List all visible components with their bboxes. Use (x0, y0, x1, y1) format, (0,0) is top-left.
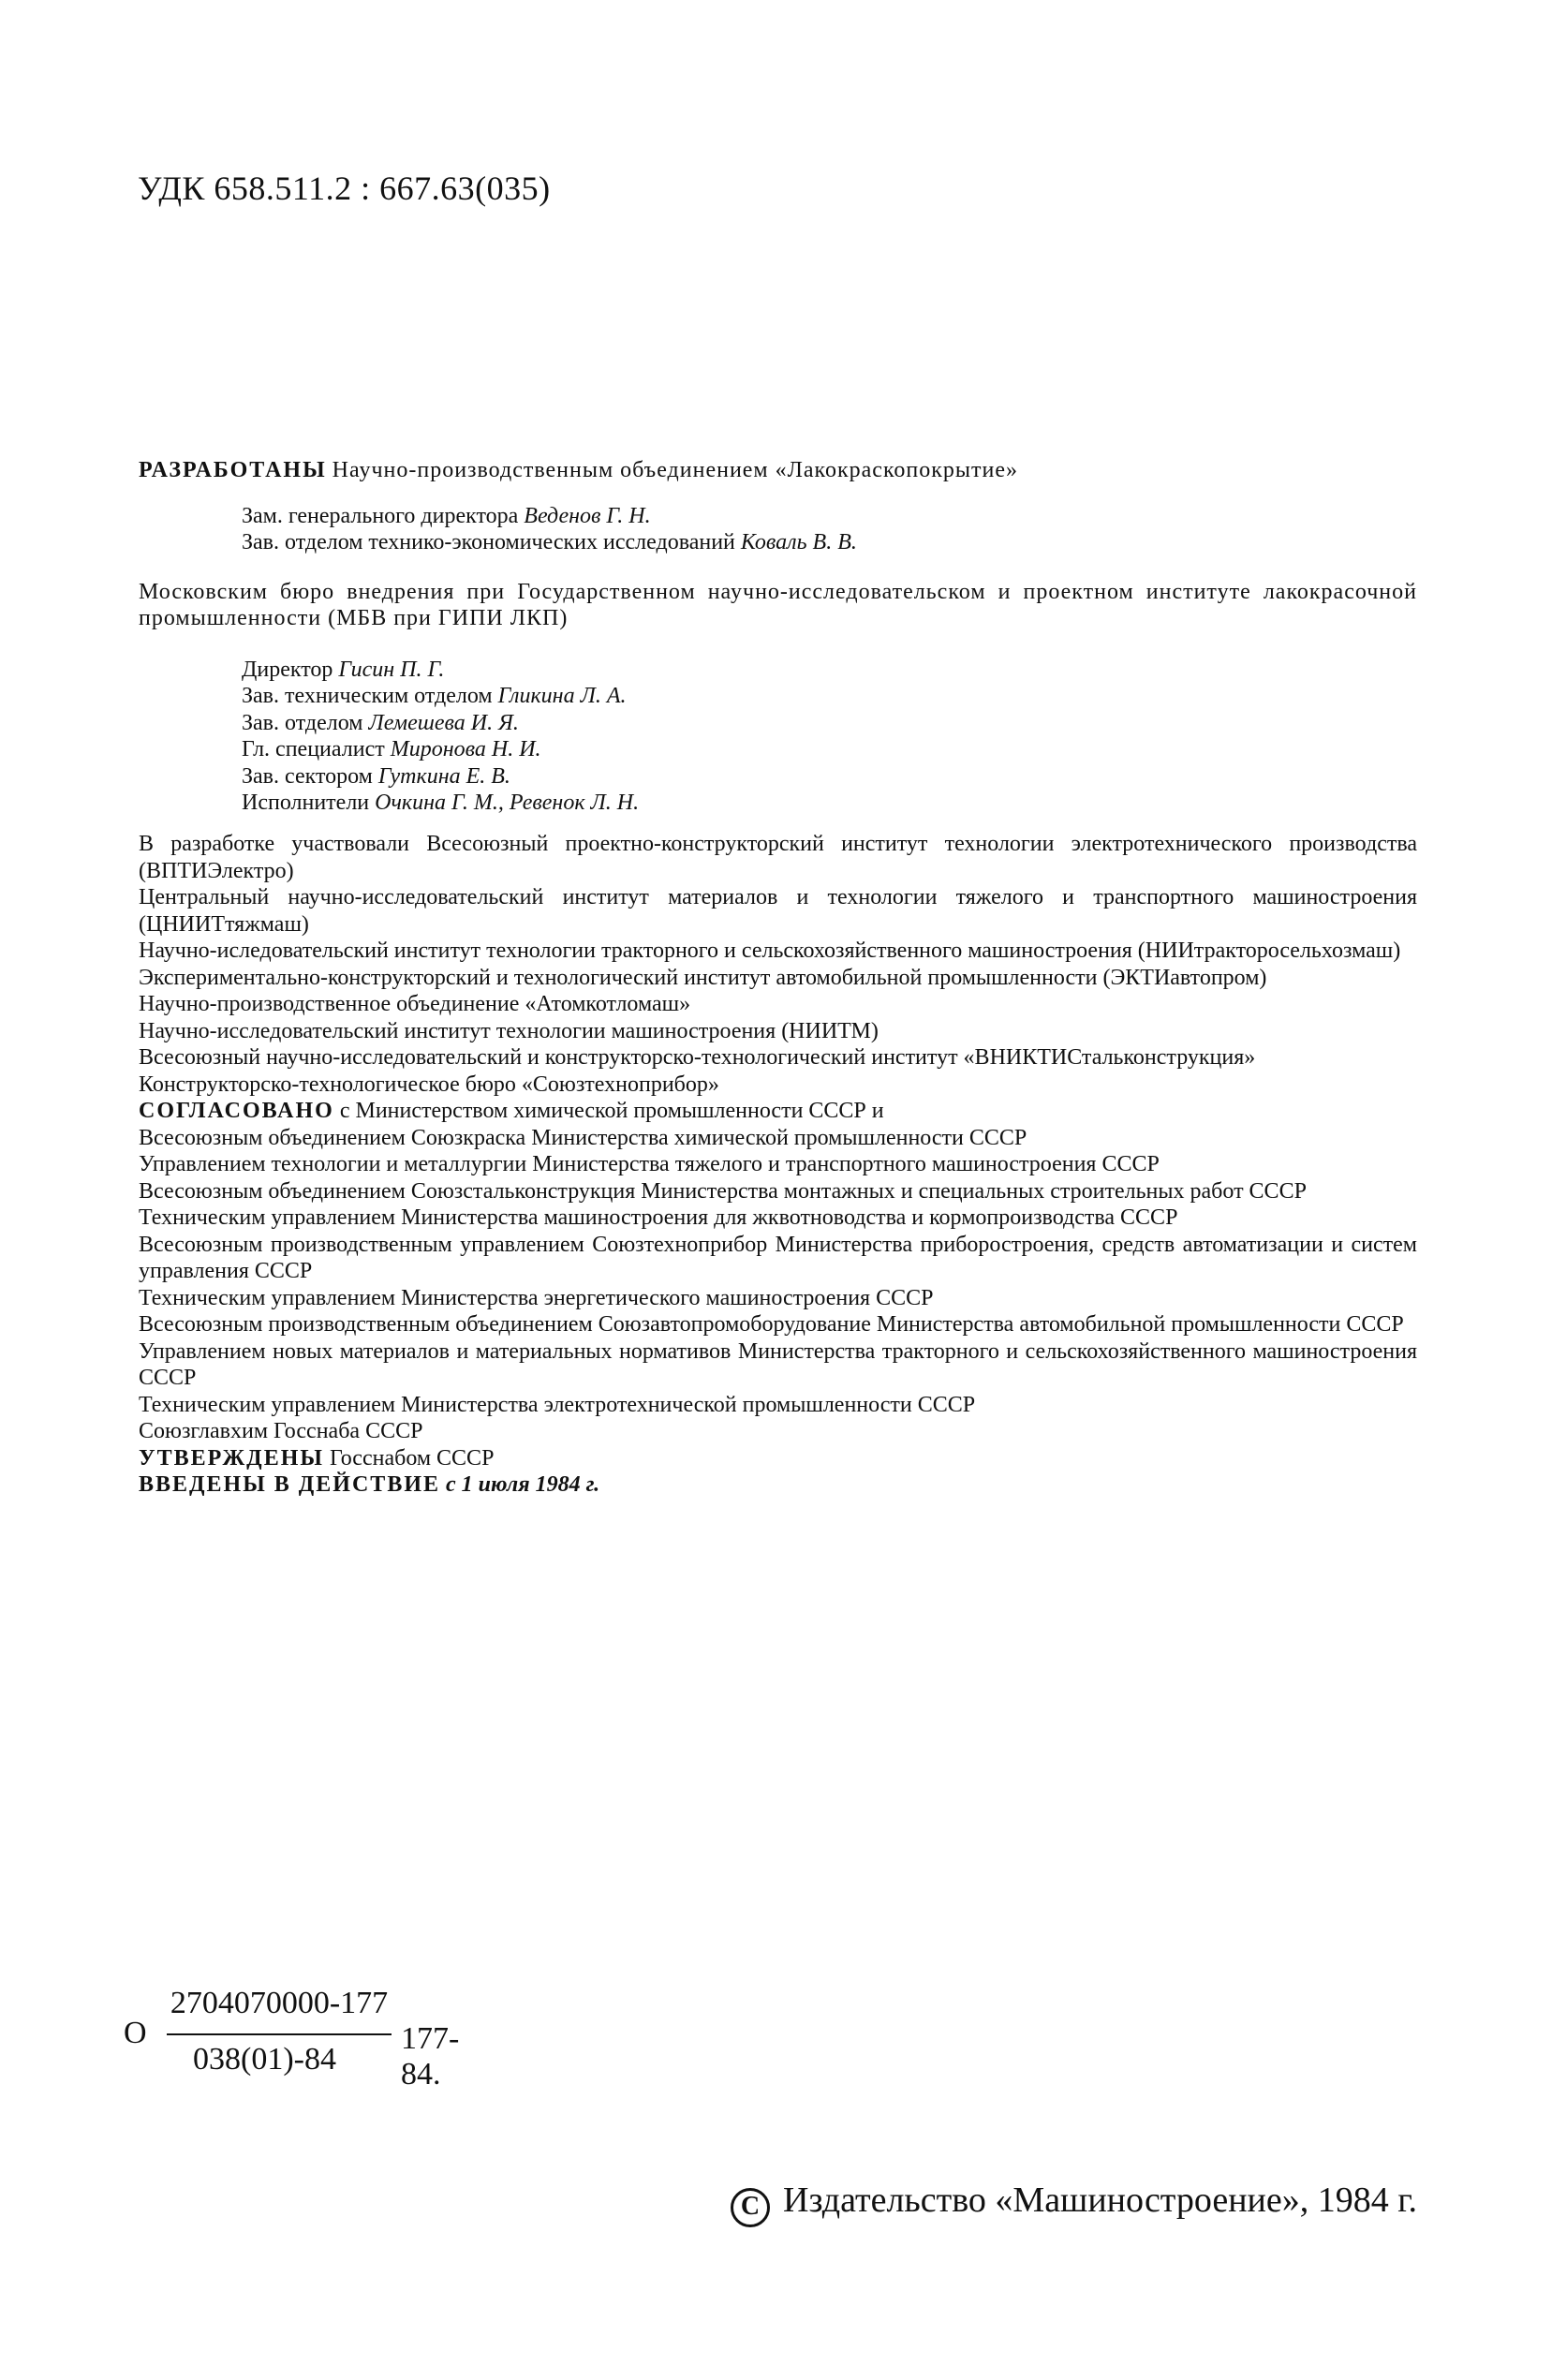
participant-item: В разработке участвовали Всесоюзный проектно-конструкторский институт технологии электротехнического производства (ВПТИЭлектро) (139, 832, 1417, 883)
person-line (242, 790, 1417, 817)
introduced-line (139, 1471, 1417, 1499)
approved-line (139, 1098, 1417, 1125)
person-line (242, 683, 1417, 710)
person-name: Веденов Г. Н. (524, 503, 651, 528)
participant-item: Центральный научно-исследовательский институт материалов и технологии тяжелого и транспортного машиностроения (ЦНИИТтяжмаш) (139, 885, 1417, 937)
index-suffix: 177-84. (401, 2021, 460, 2092)
participant-item: Экспериментально-конструкторский и технологический институт автомобильной промышленности (ЭКТИавтопром) (139, 965, 1267, 990)
person-name: Гликина Л. А. (497, 684, 627, 708)
person-role: Зав. сектором (242, 763, 373, 789)
participant-item: Научно-иследовательский институт технологии тракторного и сельскохозяйственного машиностроения (НИИтракторосельхозмаш) (139, 939, 1401, 963)
participants-section (139, 831, 1417, 1499)
person-role: Зав. техническим отделом (242, 684, 493, 708)
person-line (242, 657, 1417, 684)
participant-item: Научно-производственное объединение «Атомкотломаш» (139, 992, 691, 1016)
participant-item: Всесоюзный научно-исследовательский и конструкторско-технологический институт «ВНИКТИСтальконструкция» (139, 1045, 1256, 1070)
approved-item: Всесоюзным объединением Союзкраска Министерства химической промышленности СССР (139, 1125, 1027, 1150)
approved-item: Техническим управлением Министерства электротехнической промышленности СССР (139, 1392, 976, 1417)
copyright-text: Издательство «Машиностроение», 1984 г. (783, 2180, 1418, 2220)
person-name: Гуткина Е. В. (377, 763, 510, 789)
developer-org-2-people (139, 657, 1417, 817)
developed-label: РАЗРАБОТАНЫ (139, 458, 327, 482)
developer-org-1-people (139, 503, 1417, 556)
person-role: Директор (242, 657, 333, 682)
index-numerator: 2704070000-177 (170, 1986, 389, 2020)
introduced-label: ВВЕДЕНЫ В ДЕЙСТВИЕ (139, 1472, 440, 1497)
confirmed-text: Госснабом СССР (329, 1445, 495, 1471)
copyright-icon: С (731, 2188, 770, 2227)
confirmed-label: УТВЕРЖДЕНЫ (139, 1445, 324, 1471)
person-role: Исполнители (242, 791, 370, 815)
person-name: Коваль В. В. (740, 530, 857, 554)
person-line (242, 529, 1417, 556)
person-name: Очкина Г. М., Ревенок Л. Н. (375, 791, 640, 815)
approved-item: Всесоюзным производственным объединением Союзавтопромоборудование Министерства автомобильной промышленности СССР (139, 1312, 1404, 1337)
person-name: Миронова Н. И. (390, 737, 541, 761)
developer-org-2: Московским бюро внедрения при Государственном научно-исследовательском и проектном институте лакокрасочной промышленности (МБВ при ГИПИ ЛКП) (139, 579, 1417, 630)
person-role: Зав. отделом (242, 710, 363, 735)
person-role: Зав. отделом технико-экономических исследований (242, 530, 735, 554)
person-line (242, 763, 1417, 791)
confirmed-line (139, 1445, 1417, 1472)
person-line (242, 710, 1417, 737)
index-prefix: О (124, 2016, 147, 2050)
developers-section (139, 457, 1417, 817)
participant-item: Конструкторско-технологическое бюро «Союзтехноприбор» (139, 1072, 719, 1097)
developer-org-1-text: Научно-производственным объединением «Лакокраскопокрытие» (332, 458, 1019, 482)
person-name: Лемешева И. Я. (368, 710, 519, 735)
fraction-bar (167, 2033, 392, 2035)
participant-item: Научно-исследовательский институт технологии машиностроения (НИИТМ) (139, 1018, 879, 1043)
approved-item: Всесоюзным производственным управлением Союзтехноприбор Министерства приборостроения, средств автоматизации и систем управления СССР (139, 1232, 1417, 1283)
introduced-date: с 1 июля 1984 г. (446, 1472, 600, 1497)
approved-label: СОГЛАСОВАНО (139, 1099, 334, 1123)
udk-code: УДК 658.511.2 : 667.63(035) (138, 170, 551, 207)
approved-item: Союзглавхим Госснаба СССР (139, 1419, 423, 1443)
approved-item: Всесоюзным объединением Союзстальконструкция Министерства монтажных и специальных строительных работ СССР (139, 1178, 1307, 1204)
developer-org-1 (139, 457, 1417, 484)
approved-item: Техническим управлением Министерства машиностроения для жквотноводства и кормопроизводства СССР (139, 1205, 1178, 1230)
person-role: Зам. генерального директора (242, 503, 519, 528)
person-line (242, 503, 1417, 530)
approved-item: Управлением новых материалов и материальных нормативов Министерства тракторного и сельскохозяйственного машиностроения СССР (139, 1338, 1417, 1390)
person-line (242, 736, 1417, 763)
approved-first: с Министерством химической промышленности СССР и (339, 1099, 884, 1123)
approved-item: Техническим управлением Министерства энергетического машиностроения СССР (139, 1285, 934, 1310)
person-role: Гл. специалист (242, 737, 385, 761)
person-name: Гисин П. Г. (338, 657, 445, 682)
approved-item: Управлением технологии и металлургии Министерства тяжелого и транспортного машиностроения СССР (139, 1152, 1160, 1176)
copyright-line (731, 2180, 1417, 2227)
index-denominator: 038(01)-84 (193, 2042, 336, 2077)
